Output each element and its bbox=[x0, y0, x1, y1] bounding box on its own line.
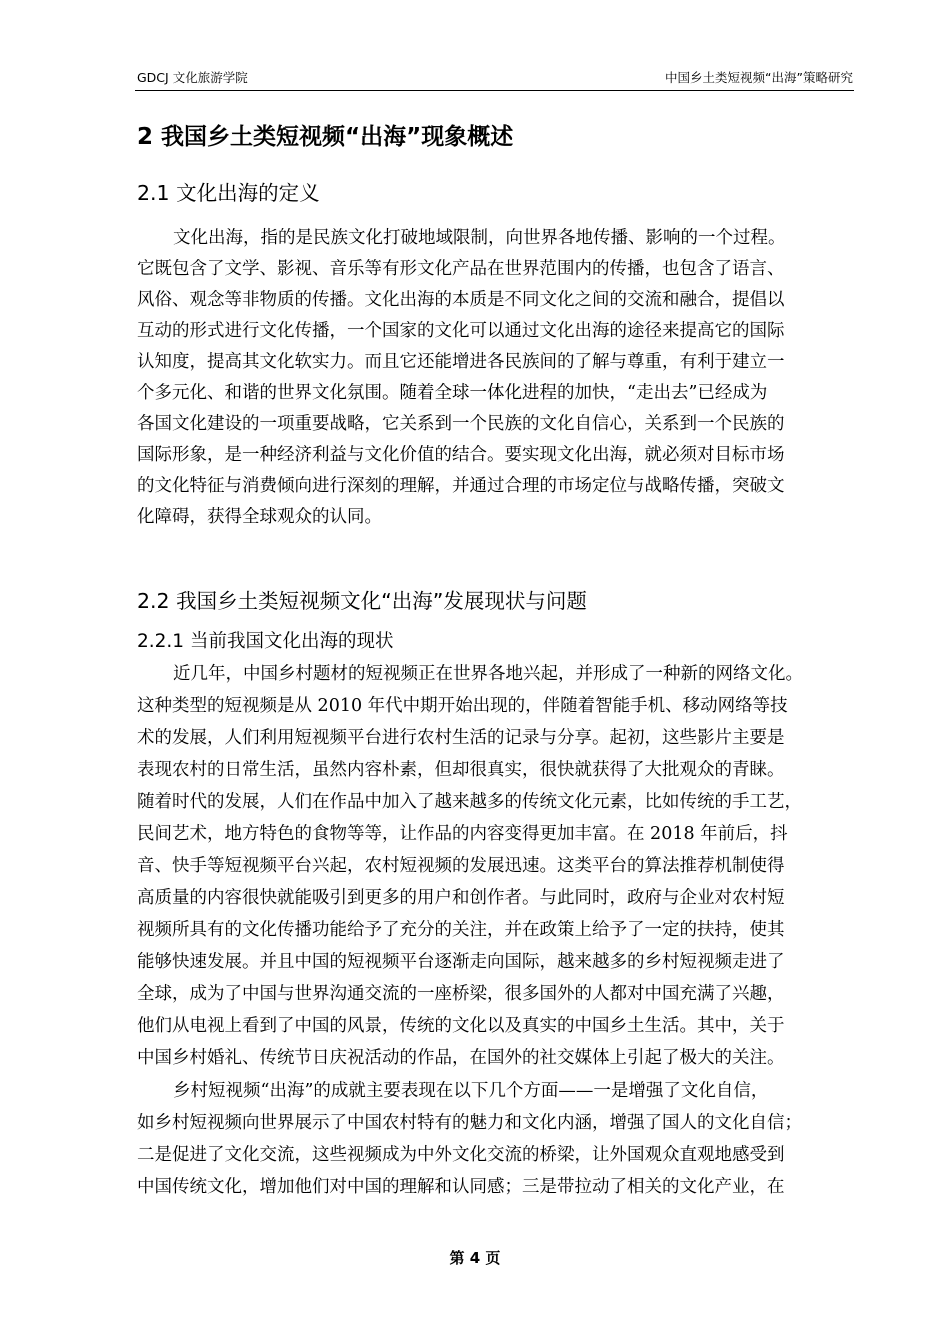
text-line: 互动的形式进行文化传播，一个国家的文化可以通过文化出海的途径来提高它的国际 bbox=[137, 321, 785, 341]
section-2-2-title: 2.2 我国乡土类短视频文化“出海”发展现状与问题 bbox=[137, 589, 587, 613]
text-line: 的文化特征与消费倾向进行深刻的理解，并通过合理的市场定位与战略传播，突破文 bbox=[137, 476, 785, 496]
running-header-left: GDCJ 文化旅游学院 bbox=[137, 70, 248, 85]
text-line: 术的发展，人们利用短视频平台进行农村生活的记录与分享。起初，这些影片主要是 bbox=[137, 728, 785, 748]
section-2-2-1-title: 2.2.1 当前我国文化出海的现状 bbox=[137, 631, 394, 652]
running-header-right: 中国乡土类短视频“出海”策略研究 bbox=[665, 70, 853, 85]
text-line: 风俗、观念等非物质的传播。文化出海的本质是不同文化之间的交流和融合，提倡以 bbox=[137, 290, 785, 310]
text-line: 个多元化、和谐的世界文化氛围。随着全球一体化进程的加快，“走出去”已经成为 bbox=[137, 383, 768, 403]
text-line: 民间艺术，地方特色的食物等等，让作品的内容变得更加丰富。在 2018 年前后，抖 bbox=[137, 824, 788, 844]
text-line: 全球，成为了中国与世界沟通交流的一座桥梁，很多国外的人都对中国充满了兴趣， bbox=[137, 984, 785, 1004]
chapter-title: 2 我国乡土类短视频“出海”现象概述 bbox=[137, 124, 514, 150]
text-line: 它既包含了文学、影视、音乐等有形文化产品在世界范围内的传播，也包含了语言、 bbox=[137, 259, 785, 279]
text-line: 化障碍，获得全球观众的认同。 bbox=[137, 507, 382, 527]
page-number: 第 4 页 bbox=[449, 1249, 501, 1267]
text-line: 各国文化建设的一项重要战略，它关系到一个民族的文化自信心，关系到一个民族的 bbox=[137, 414, 785, 434]
text-line: 高质量的内容很快就能吸引到更多的用户和创作者。与此同时，政府与企业对农村短 bbox=[137, 888, 785, 908]
text-line: 中国乡村婚礼、传统节日庆祝活动的作品，在国外的社交媒体上引起了极大的关注。 bbox=[137, 1048, 785, 1068]
text-line: 视频所具有的文化传播功能给予了充分的关注，并在政策上给予了一定的扶持，使其 bbox=[137, 920, 785, 940]
text-line: 这种类型的短视频是从 2010 年代中期开始出现的，伴随着智能手机、移动网络等技 bbox=[137, 696, 788, 716]
text-line: 近几年，中国乡村题材的短视频正在世界各地兴起，并形成了一种新的网络文化。 bbox=[173, 664, 803, 684]
text-line: 表现农村的日常生活，虽然内容朴素，但却很真实，很快就获得了大批观众的青睐。 bbox=[137, 760, 785, 780]
text-line: 文化出海，指的是民族文化打破地域限制，向世界各地传播、影响的一个过程。 bbox=[173, 228, 786, 248]
text-line: 认知度，提高其文化软实力。而且它还能增进各民族间的了解与尊重，有利于建立一 bbox=[137, 352, 785, 372]
header-divider bbox=[135, 90, 854, 91]
text-line: 乡村短视频“出海”的成就主要表现在以下几个方面——一是增强了文化自信， bbox=[173, 1081, 769, 1101]
text-line: 如乡村短视频向世界展示了中国农村特有的魅力和文化内涵，增强了国人的文化自信； bbox=[137, 1113, 802, 1133]
text-line: 国际形象，是一种经济利益与文化价值的结合。要实现文化出海，就必须对目标市场 bbox=[137, 445, 785, 465]
text-line: 他们从电视上看到了中国的风景，传统的文化以及真实的中国乡土生活。其中，关于 bbox=[137, 1016, 785, 1036]
text-line: 音、快手等短视频平台兴起，农村短视频的发展迅速。这类平台的算法推荐机制使得 bbox=[137, 856, 785, 876]
text-line: 二是促进了文化交流，这些视频成为中外文化交流的桥梁，让外国观众直观地感受到 bbox=[137, 1145, 785, 1165]
text-line: 中国传统文化，增加他们对中国的理解和认同感；三是带拉动了相关的文化产业，在 bbox=[137, 1177, 785, 1197]
text-line: 能够快速发展。并且中国的短视频平台逐渐走向国际，越来越多的乡村短视频走进了 bbox=[137, 952, 785, 972]
text-line: 随着时代的发展，人们在作品中加入了越来越多的传统文化元素，比如传统的手工艺， bbox=[137, 792, 802, 812]
section-2-1-title: 2.1 文化出海的定义 bbox=[137, 181, 320, 205]
